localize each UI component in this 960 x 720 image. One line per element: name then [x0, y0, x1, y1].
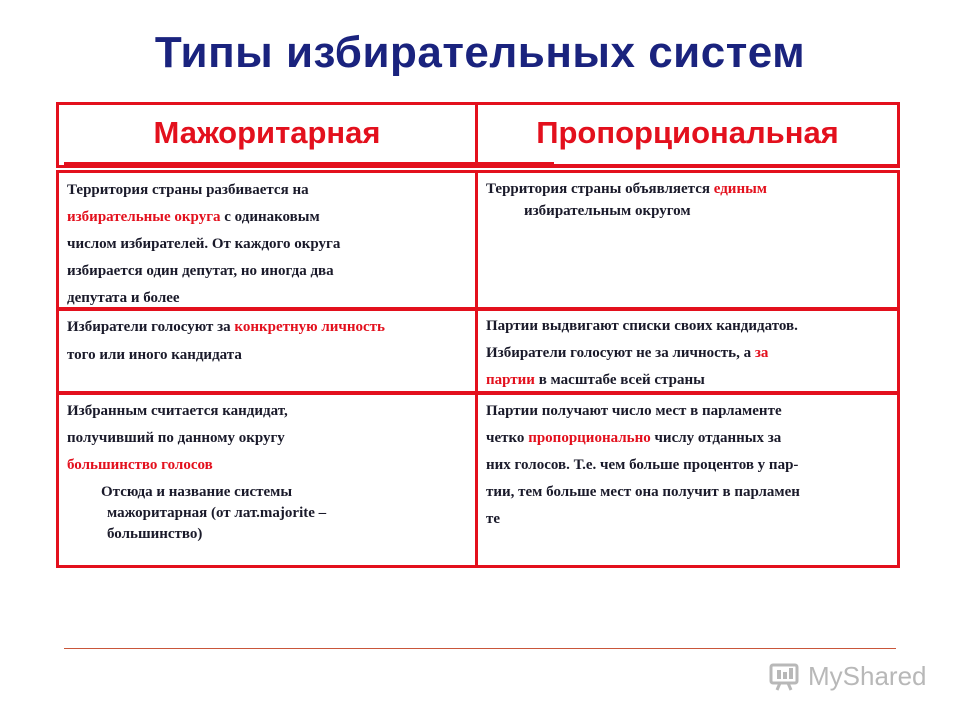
footer-divider	[64, 648, 896, 649]
row3-right-text: Партии получают число мест в парламенте четко пропорционально числу отданных за них голосов. Т.е. чем больше процентов у пар- тии, тем больше мест она получит в парламен те	[486, 403, 800, 527]
highlight-parties: партии	[486, 372, 535, 388]
row1-left-cell	[56, 170, 478, 310]
logo-text: MyShared	[808, 660, 927, 691]
myshared-logo[interactable]	[768, 656, 927, 696]
header-majoritarian: Мажоритарная	[56, 102, 478, 168]
row3-right-cell	[475, 392, 900, 568]
header-proportional: Пропорциональная	[475, 102, 900, 168]
row1-right-text: Территория страны объявляется единым избирательным округом	[486, 181, 768, 219]
row3-left-text: Избранным считается кандидат, получивший по данному округу большинство голосов Отсюда и название системы мажоритарная (от лат.majorite – большинство)	[67, 403, 327, 542]
row1-right-cell	[475, 170, 900, 310]
highlight-person: конкретную личность	[234, 319, 385, 335]
highlight-districts: избирательные округа	[67, 209, 221, 225]
highlight-majority: большинство голосов	[67, 457, 213, 473]
page-title: Типы избирательных систем	[154, 28, 806, 77]
row2-left-text: Избиратели голосуют за конкретную личность того или иного кандидата	[67, 319, 385, 363]
header-divider-line	[64, 164, 900, 165]
myshared-logo-icon	[768, 659, 802, 693]
row2-left-cell	[56, 308, 478, 394]
row3-left-cell	[56, 392, 478, 568]
row2-right-text: Партии выдвигают списки своих кандидатов. Избиратели голосуют не за личность, а за партии в масштабе всей страны	[486, 318, 798, 388]
highlight-single: единым	[713, 181, 768, 197]
highlight-proportionally: пропорционально	[528, 430, 651, 446]
row2-right-cell	[475, 308, 900, 394]
row1-left-text: Территория страны разбивается на избирательные округа с одинаковым числом избирателей. От каждого округа избирается один депутат, но иногда два депутата и более	[67, 182, 341, 306]
